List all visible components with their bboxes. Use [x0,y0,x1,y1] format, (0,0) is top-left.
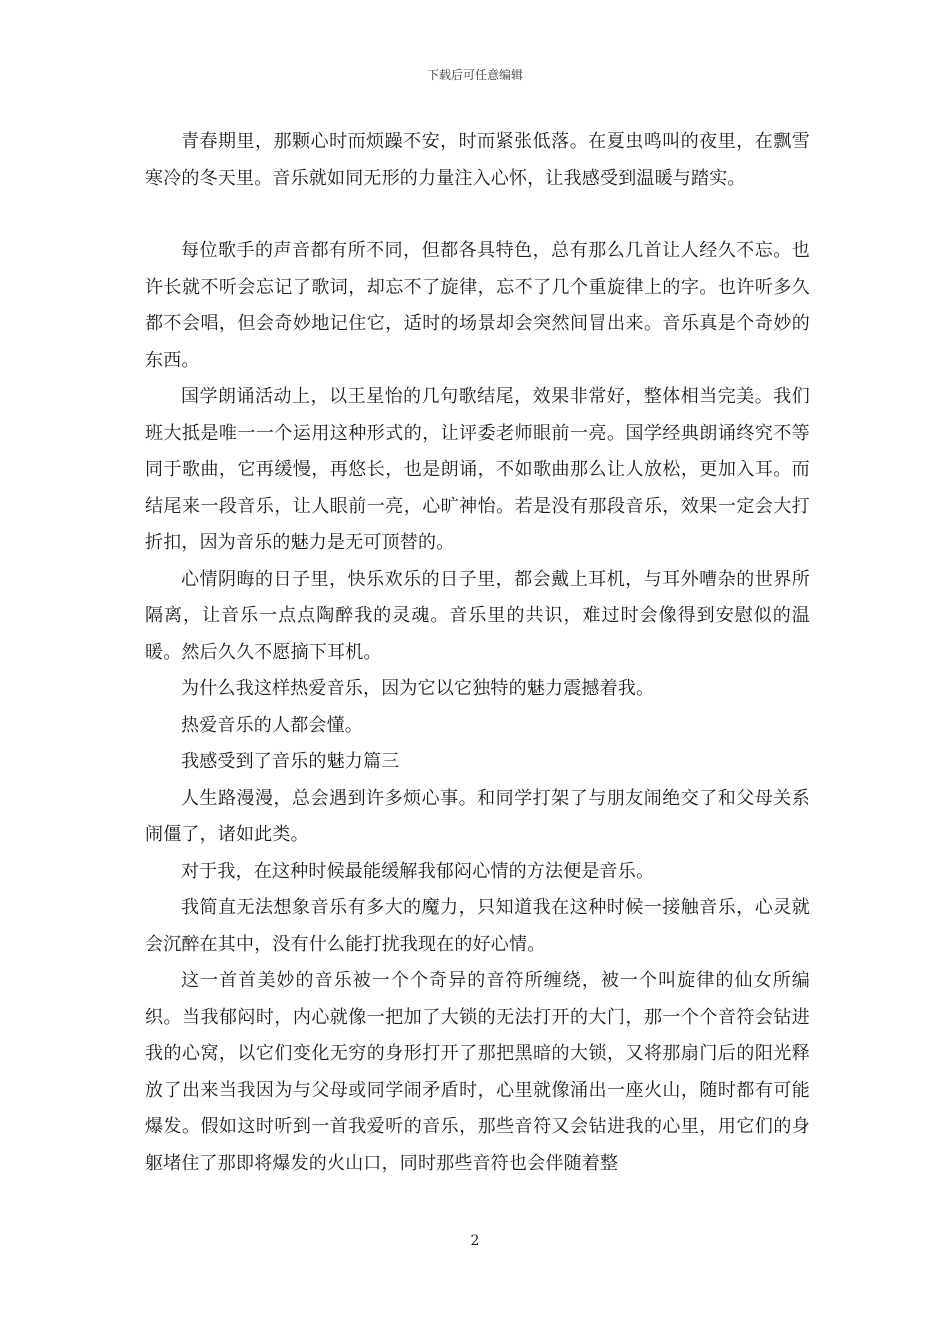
paragraph-8: 对于我，在这种时候最能缓解我郁闷心情的方法便是音乐。 [181,860,655,882]
paragraph-6: 热爱音乐的人都会懂。 [181,714,363,736]
paragraph-9: 我简直无法想象音乐有多大的魔力，只知道我在这种时候一接触音乐，心灵就会沉醉在其中，没有什么能打扰我现在的好心情。 [145,897,810,955]
paragraph-1: 青春期里，那颗心时而烦躁不安，时而紧张低落。在夏虫鸣叫的夜里，在飘雪寒冷的冬天里。音乐就如同无形的力量注入心怀，让我感受到温暖与踏实。 [145,131,810,189]
section-title: 我感受到了音乐的魅力篇三 [181,751,400,772]
paragraph-5: 为什么我这样热爱音乐，因为它以它独特的魅力震撼着我。 [181,678,655,699]
paragraph-7: 人生路漫漫，总会遇到许多烦心事。和同学打架了与朋友闹绝交了和父母关系闹僵了，诸如此类。 [145,787,810,845]
page-number: 2 [470,1233,480,1249]
paragraph-4: 心情阴晦的日子里，快乐欢乐的日子里，都会戴上耳机，与耳外嘈杂的世界所隔离，让音乐一点点陶醉我的灵魂。音乐里的共识，难过时会像得到安慰似的温暖。然后久久不愿摘下耳机。 [145,568,810,663]
paragraph-gap [145,197,810,233]
page-header: 下载后可任意编辑 [426,68,523,82]
paragraph-10: 这一首首美妙的音乐被一个个奇异的音符所缠绕，被一个叫旋律的仙女所编织。当我郁闷时，内心就像一把加了大锁的无法打开的大门，那一个个音符会钻进我的心窝，以它们变化无穷的身形打开了那把黑暗的大锁，又将那扇门后的阳光释放了出来当我因为与父母或同学闹矛盾时，心里就像涌出一座火山，随时都有可能爆发。假如这时听到一首我爱听的音乐，那些音符又会钻进我的心里，用它们的身躯堵住了那即将爆发的火山口，同时那些音符也会伴随着整 [145,970,810,1174]
document-body [145,124,810,1182]
paragraph-3: 国学朗诵活动上，以王星怡的几句歌结尾，效果非常好，整体相当完美。我们班大抵是唯一一个运用这种形式的，让评委老师眼前一亮。国学经典朗诵终究不等同于歌曲，它再缓慢，再悠长，也是朗诵，不如歌曲那么让人放松，更加入耳。而结尾来一段音乐，让人眼前一亮，心旷神怡。若是没有那段音乐，效果一定会大打折扣，因为音乐的魅力是无可顶替的。 [145,386,810,553]
paragraph-2: 每位歌手的声音都有所不同，但都各具特色，总有那么几首让人经久不忘。也许长就不听会忘记了歌词，却忘不了旋律，忘不了几个重旋律上的字。也许听多久都不会唱，但会奇妙地记住它，适时的场景却会突然间冒出来。音乐真是个奇妙的东西。 [145,240,810,371]
